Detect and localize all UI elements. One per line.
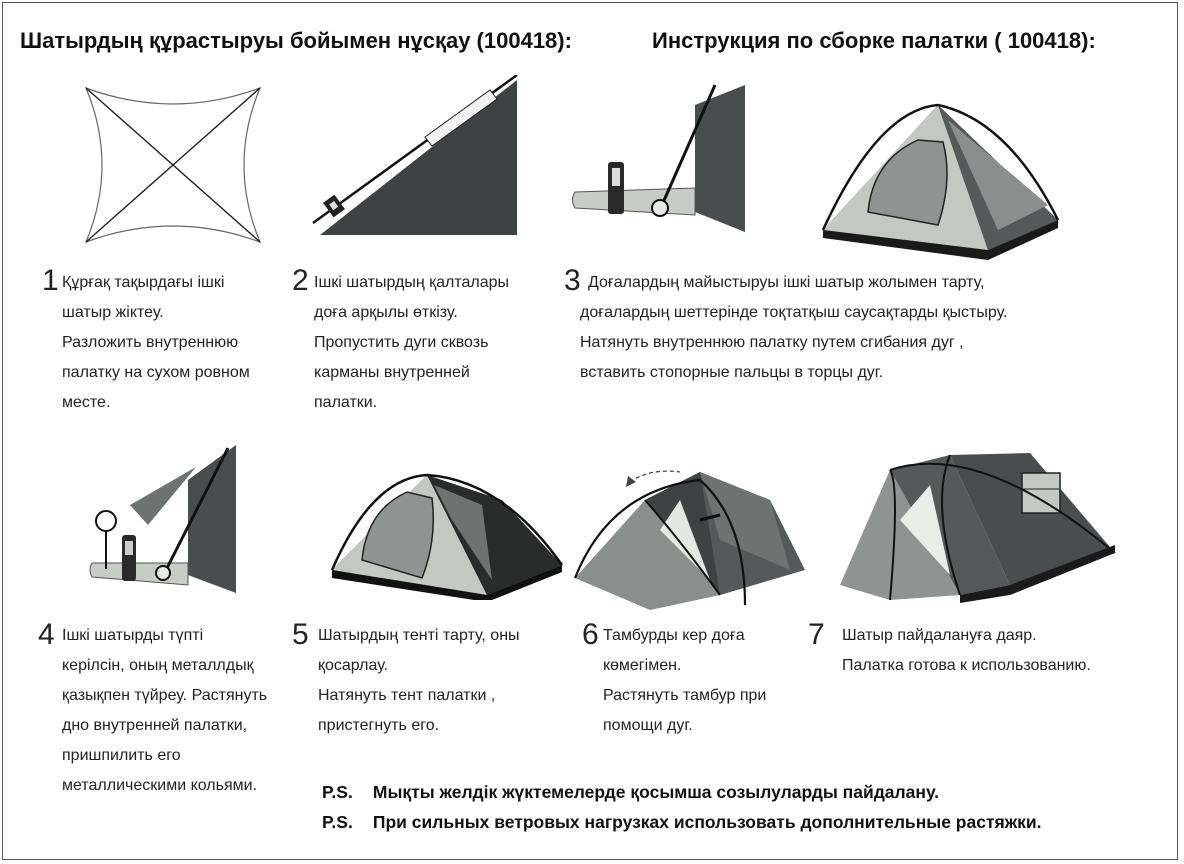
step-5-line: Натянуть тент палатки , xyxy=(318,687,496,704)
step-2-line: Ішкі шатырдың қалталары xyxy=(314,274,510,291)
step-4-line: қазықпен түйреу. Растянуть xyxy=(62,687,268,704)
ps-text: При сильных ветровых нагрузках использовать дополнительные растяжки. xyxy=(372,812,1042,832)
step-4-line: Ішкі шатырды түпті xyxy=(62,627,204,644)
step-text-1 xyxy=(62,268,250,418)
step-text-7 xyxy=(842,621,1091,681)
illustration-step-5-rainfly-attached xyxy=(322,470,572,600)
step-6-line: көмегімен. xyxy=(603,657,682,674)
step-4-line: керілсін, оның металлдық xyxy=(62,657,254,674)
step-number-7: 7 xyxy=(808,618,825,651)
illustration-step-7-tent-ready xyxy=(830,445,1120,605)
step-1-line: Разложить внутреннюю xyxy=(62,334,239,351)
step-7-line: Шатыр пайдалануға даяр. xyxy=(842,627,1037,644)
ps-text: Мықты желдік жүктемелерде қосымша созылуларды пайдалану. xyxy=(372,782,940,802)
step-5-line: қосарлау. xyxy=(318,657,389,674)
illustration-step-3-pole-stopper xyxy=(570,80,750,240)
step-1-line: Құрғақ тақырдағы ішкі xyxy=(62,274,225,291)
title-kazakh: Шатырдың құрастыруы бойымен нұсқау (100418): xyxy=(20,28,572,53)
ps-tag: P.S. xyxy=(322,812,353,832)
step-text-2 xyxy=(314,268,509,418)
step-5-line: Шатырдың тенті тарту, оны xyxy=(318,627,520,644)
step-text-3 xyxy=(580,268,1007,388)
illustration-step-6-vestibule xyxy=(570,460,810,610)
step-3-line: Доғалардың майыстыруы ішкі шатыр жолымен тарту, xyxy=(588,274,985,291)
step-2-line: карманы внутренней xyxy=(314,364,470,381)
step-3-line: доғалардың шеттерінде тоқтатқыш саусақтарды қыстыру. xyxy=(580,304,1008,321)
step-1-line: месте. xyxy=(62,394,111,411)
step-number-1: 1 xyxy=(42,264,59,297)
step-2-line: доға арқылы өткізу. xyxy=(314,304,458,321)
step-number-2: 2 xyxy=(292,264,309,297)
step-2-line: палатки. xyxy=(314,394,378,411)
illustration-step-4-pegging-floor xyxy=(88,445,243,595)
step-6-line: помощи дуг. xyxy=(603,717,693,734)
title-russian: Инструкция по сборке палатки ( 100418): xyxy=(652,28,1096,53)
step-number-6: 6 xyxy=(582,618,599,651)
ps-tag: P.S. xyxy=(322,782,353,802)
step-1-line: палатку на сухом ровном xyxy=(62,364,250,381)
step-number-4: 4 xyxy=(38,618,55,651)
step-1-line: шатыр жіктеу. xyxy=(62,304,164,321)
ps-note-russian xyxy=(322,812,1042,833)
illustration-step-1-inner-tent-laid-out xyxy=(78,80,268,250)
step-text-6 xyxy=(603,621,766,741)
step-7-line: Палатка готова к использованию. xyxy=(842,657,1091,674)
step-number-5: 5 xyxy=(292,618,309,651)
ps-note-kazakh xyxy=(322,782,939,803)
step-3-line: Натянуть внутреннюю палатку путем сгибания дуг , xyxy=(580,334,964,351)
illustration-step-3-inner-tent-assembled xyxy=(818,100,1068,260)
step-6-line: Растянуть тамбур при xyxy=(603,687,767,704)
step-4-line: пришпилить его xyxy=(62,747,181,764)
step-6-line: Тамбурды кер доға xyxy=(603,627,745,644)
illustration-step-2-pole-through-sleeve xyxy=(305,75,525,240)
step-4-line: дно внутренней палатки, xyxy=(62,717,248,734)
step-text-5 xyxy=(318,621,520,741)
step-2-line: Пропустить дуги сквозь xyxy=(314,334,489,351)
step-3-line: вставить стопорные пальцы в торцы дуг. xyxy=(580,364,884,381)
step-text-4 xyxy=(62,621,267,801)
step-5-line: пристегнуть его. xyxy=(318,717,440,734)
step-number-3: 3 xyxy=(564,264,581,297)
step-4-line: металлическими кольями. xyxy=(62,777,258,794)
